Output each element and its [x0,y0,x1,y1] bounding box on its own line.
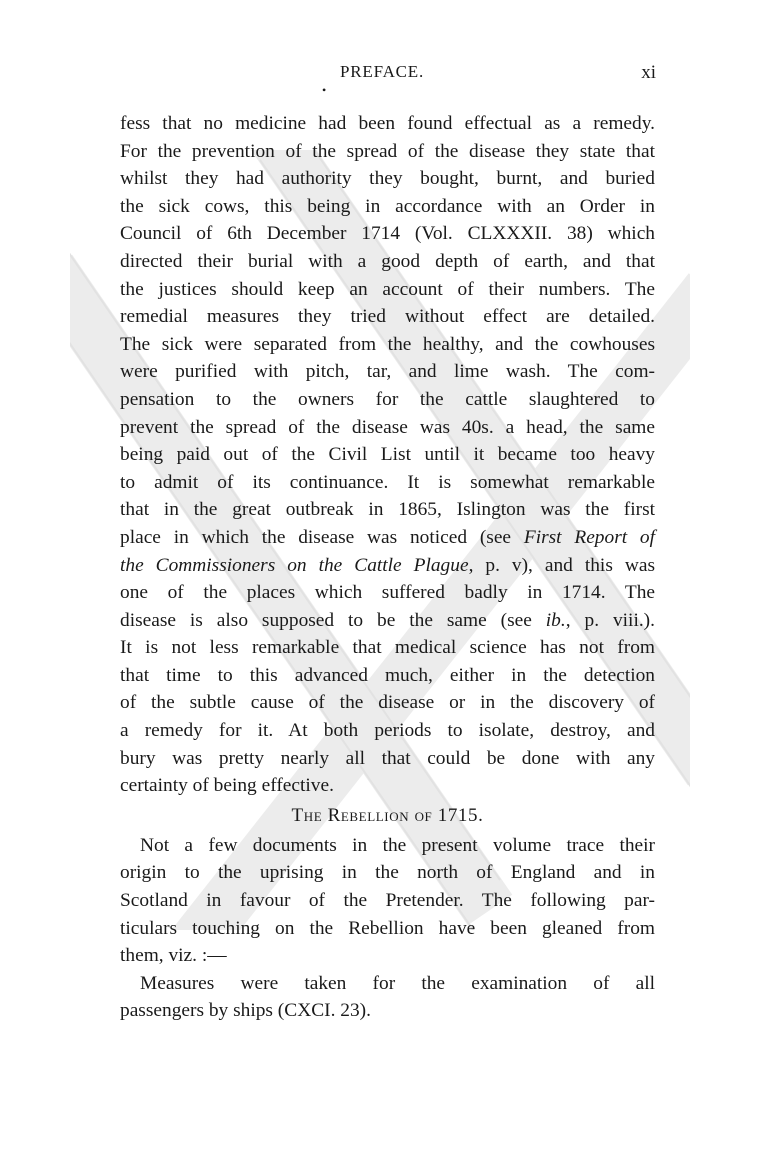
text-line: Scotland in favour of the Pretender. The following par- [120,890,655,912]
text-line: the justices should keep an account of their numbers. The [120,278,655,300]
printer-dot: • [322,83,327,97]
text-line: directed their burial with a good depth of earth, and that [120,250,655,272]
text-line: whilst they had authority they bought, burnt, and buried [120,168,655,190]
text-line: being paid out of the Civil List until it became too heavy [120,444,655,466]
citation-italic: First Report of [523,526,655,548]
text-line: For the prevention of the spread of the disease they state that [120,140,655,162]
text-line: them, viz. :— [120,945,227,967]
text-line: bury was pretty nearly all that could be done with any [120,747,655,769]
text-line: were purified with pitch, tar, and lime wash. The com- [120,361,655,383]
text-line: Not a few documents in the present volume trace their [140,834,655,856]
text-line: origin to the uprising in the north of England and in [120,862,655,884]
body-text [120,110,655,1025]
text-run: disease is also supposed to be the same (see [120,609,546,631]
text-line: passengers by ships (CXCI. 23). [120,1000,371,1022]
text-line [120,524,655,552]
text-line: remedial measures they tried without effect are detailed. [120,306,655,328]
text-line [120,552,655,580]
text-line: that in the great outbreak in 1865, Islington was the first [120,499,655,521]
text-run: place in which the disease was noticed (see [120,526,524,548]
text-line: to admit of its continuance. It is somewhat remarkable [120,471,655,493]
text-line: a remedy for it. At both periods to isolate, destroy, and [120,720,655,742]
text-run: , p. viii.). [565,609,655,631]
text-line: It is not less remarkable that medical science has not from [120,637,655,659]
text-line: prevent the spread of the disease was 40s. a head, the same [120,416,655,438]
text-run: , p. v), and this was [468,554,655,576]
text-line: The sick were separated from the healthy, and the cowhouses [120,333,655,355]
text-line: one of the places which suffered badly in 1714. The [120,582,655,604]
text-line: fess that no medicine had been found effectual as a remedy. [120,113,655,134]
text-line: pensation to the owners for the cattle slaughtered to [120,388,655,410]
text-line: that time to this advanced much, either in the detection [120,664,655,686]
text-line: Measures were taken for the examination of all [140,972,655,994]
text-line: the sick cows, this being in accordance with an Order in [120,195,655,217]
text-line [120,607,655,635]
citation-italic: ib. [545,609,566,631]
citation-italic: the Commissioners on the Cattle Plague [120,554,469,576]
section-heading: The Rebellion of 1715. [291,804,484,826]
text-line: Council of 6th December 1714 (Vol. CLXXXII. 38) which [120,223,655,245]
text-line: certainty of being effective. [120,775,334,797]
text-line: of the subtle cause of the disease or in the discovery of [120,692,655,714]
text-line: ticulars touching on the Rebellion have been gleaned from [120,917,655,939]
running-title: PREFACE. [340,62,425,81]
running-head [0,58,768,97]
page-number: xi [641,62,656,83]
